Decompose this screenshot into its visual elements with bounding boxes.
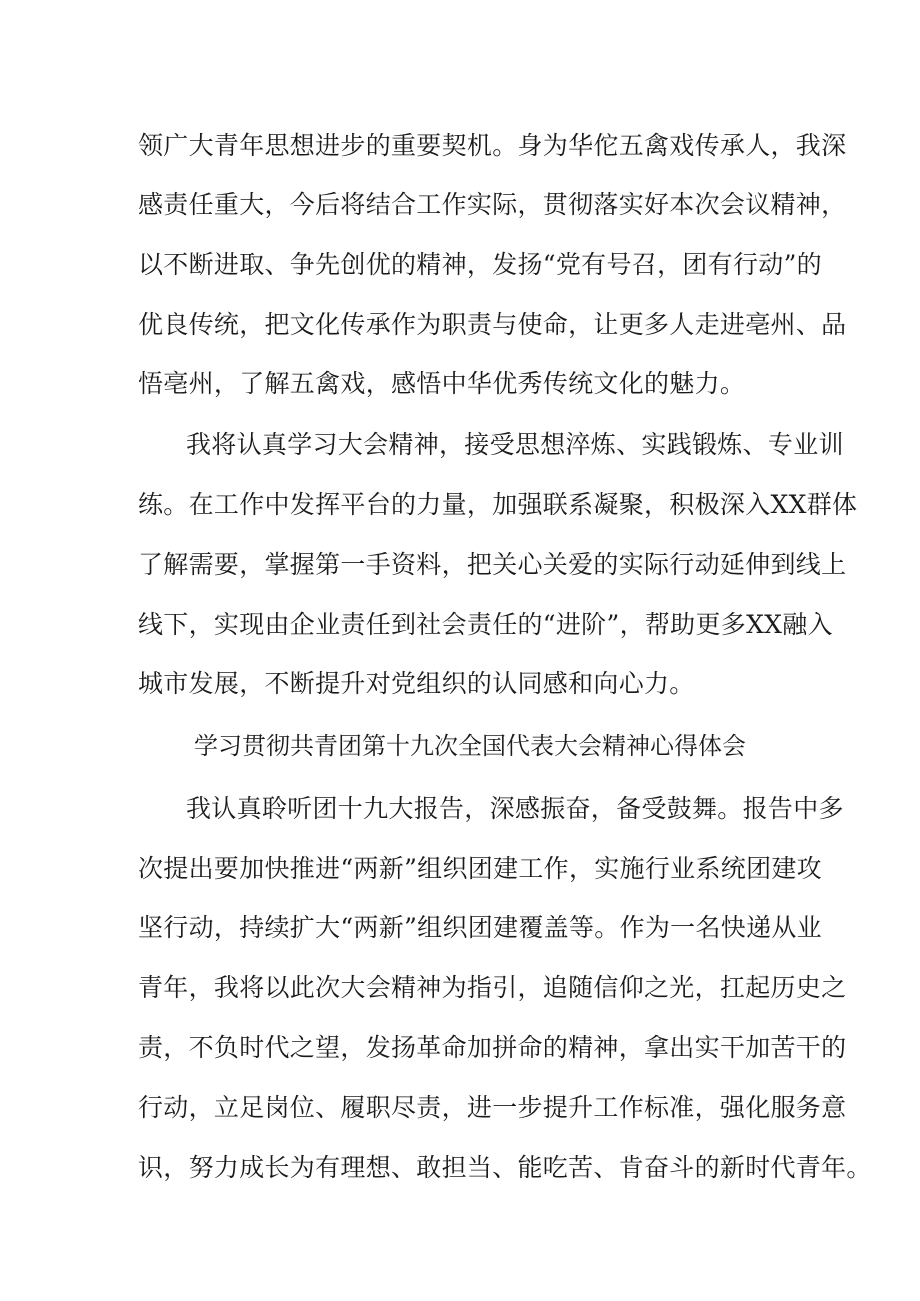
paragraph-line: 行动，立足岗位、履职尽责，进一步提升工作标准，强化服务意: [138, 1093, 847, 1122]
paragraph-line: 感责任重大，今后将结合工作实际，贯彻落实好本次会议精神，: [138, 190, 847, 219]
paragraph-line: 责，不负时代之望，发扬革命加拼命的精神，拿出实干加苦干的: [138, 1033, 847, 1062]
paragraph-line: 我将认真学习大会精神，接受思想淬炼、实践锻炼、专业训: [186, 430, 844, 459]
paragraph-line: 优良传统，把文化传承作为职责与使命，让更多人走进亳州、品: [138, 310, 847, 339]
paragraph-line: 以不断进取、争先创优的精神，发扬“党有号召，团有行动”的: [138, 250, 822, 279]
paragraph-line: 坚行动，持续扩大“两新”组织团建覆盖等。作为一名快递从业: [138, 913, 822, 942]
section-title: 学习贯彻共青团第十九次全国代表大会精神心得体会: [194, 732, 746, 760]
paragraph-line: 识，努力成长为有理想、敢担当、能吃苦、肯奋斗的新时代青年。: [138, 1153, 872, 1182]
paragraph-line: 青年，我将以此次大会精神为指引，追随信仰之光，扛起历史之: [138, 973, 847, 1002]
paragraph-line: 了解需要，掌握第一手资料，把关心关爱的实际行动延伸到线上: [138, 550, 847, 579]
paragraph-line: 领广大青年思想进步的重要契机。身为华佗五禽戏传承人，我深: [138, 131, 847, 160]
paragraph-line: 次提出要加快推进“两新”组织团建工作，实施行业系统团建攻: [138, 854, 822, 883]
paragraph-line: 我认真聆听团十九大报告，深感振奋，备受鼓舞。报告中多: [186, 794, 844, 823]
paragraph-line: 城市发展，不断提升对党组织的认同感和向心力。: [138, 669, 695, 698]
paragraph-line: 线下，实现由企业责任到社会责任的“进阶”，帮助更多XX融入: [138, 610, 833, 639]
paragraph-line: 悟亳州，了解五禽戏，感悟中华优秀传统文化的魅力。: [138, 369, 746, 398]
paragraph-line: 练。在工作中发挥平台的力量，加强联系凝聚，积极深入XX群体: [138, 490, 858, 519]
